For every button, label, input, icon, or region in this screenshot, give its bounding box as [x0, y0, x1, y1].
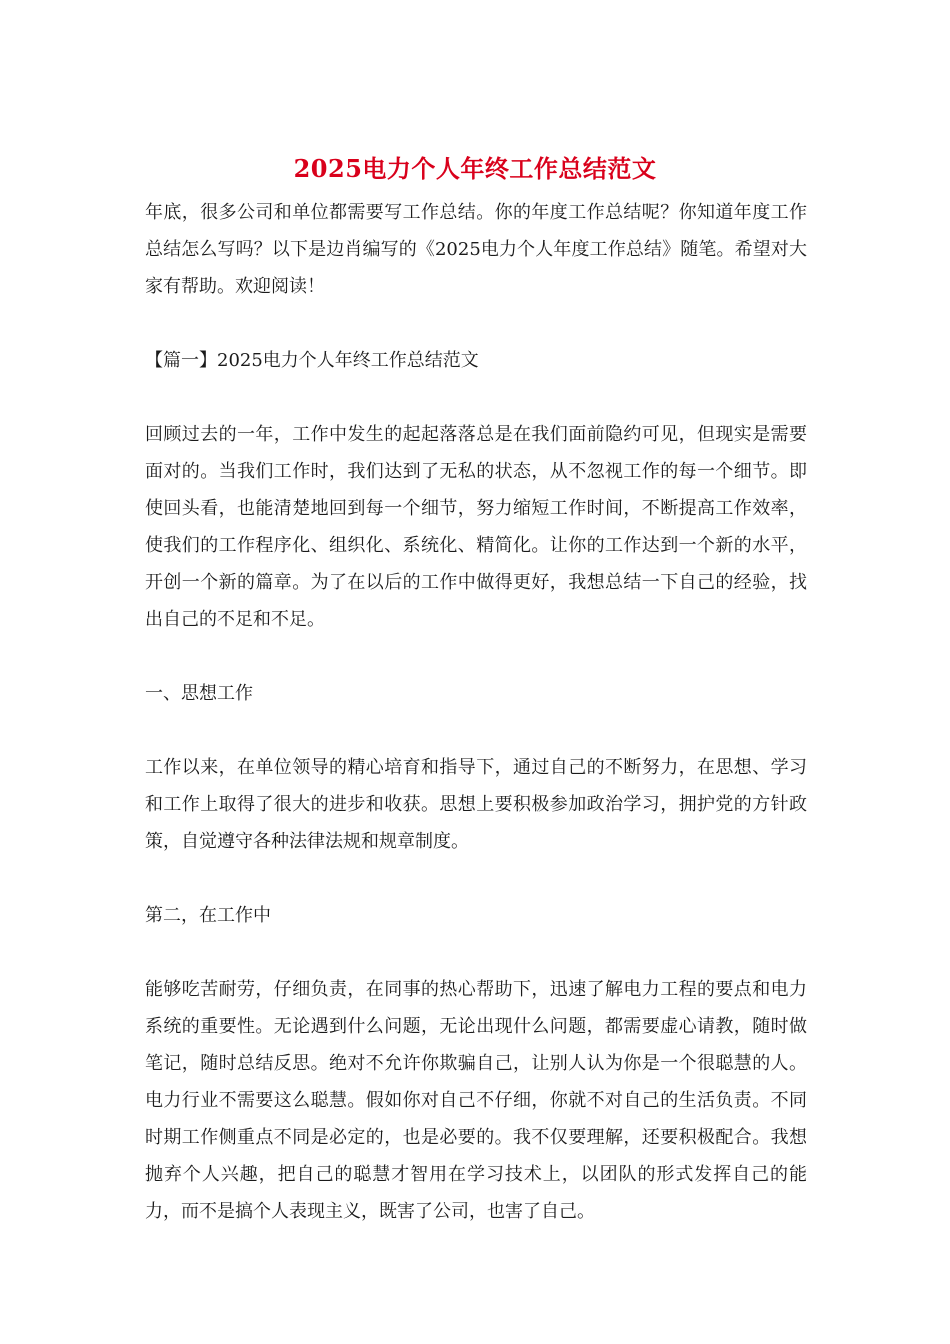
paragraph-spacer [145, 638, 807, 675]
section-heading-work: 第二，在工作中 [145, 905, 271, 926]
paragraph-spacer [145, 712, 807, 749]
review-paragraph: 回顾过去的一年，工作中发生的起起落落总是在我们面前隐约可见，但现实是需要面对的。当我们工作时，我们达到了无私的状态，从不忽视工作的每一个细节。即使回头看，也能清楚地回到每一个细节，努力缩短工作时间，不断提高工作效率，使我们的工作程序化、组织化、系统化、精简化。让你的工作达到一个新的水平，开创一个新的篇章。为了在以后的工作中做得更好，我想总结一下自己的经验，找出自己的不足和不足。 [145, 424, 807, 630]
document-body [145, 194, 807, 1230]
section-heading-ideology: 一、思想工作 [145, 683, 253, 704]
ideology-paragraph: 工作以来，在单位领导的精心培育和指导下，通过自己的不断努力，在思想、学习和工作上取得了很大的进步和收获。思想上要积极参加政治学习，拥护党的方针政策，自觉遵守各种法律法规和规章制度。 [145, 757, 807, 852]
paragraph-spacer [145, 934, 807, 971]
paragraph-spacer [145, 379, 807, 416]
intro-paragraph: 年底，很多公司和单位都需要写工作总结。你的年度工作总结呢？你知道年度工作总结怎么写吗？以下是边肖编写的《2025电力个人年度工作总结》随笔。希望对大家有帮助。欢迎阅读！ [145, 202, 807, 297]
document-title: 2025电力个人年终工作总结范文 [293, 154, 657, 183]
paragraph-spacer [145, 305, 807, 342]
paragraph-spacer [145, 860, 807, 897]
section-heading-chapter-one: 【篇一】2025电力个人年终工作总结范文 [145, 350, 479, 371]
work-paragraph: 能够吃苦耐劳，仔细负责，在同事的热心帮助下，迅速了解电力工程的要点和电力系统的重要性。无论遇到什么问题，无论出现什么问题，都需要虚心请教，随时做笔记，随时总结反思。绝对不允许你欺骗自己，让别人认为你是一个很聪慧的人。电力行业不需要这么聪慧。假如你对自己不仔细，你就不对自己的生活负责。不同时期工作侧重点不同是必定的，也是必要的。我不仅要理解，还要积极配合。我想抛弃个人兴趣，把自己的聪慧才智用在学习技术上，以团队的形式发挥自己的能力，而不是搞个人表现主义，既害了公司，也害了自己。 [145, 979, 807, 1222]
